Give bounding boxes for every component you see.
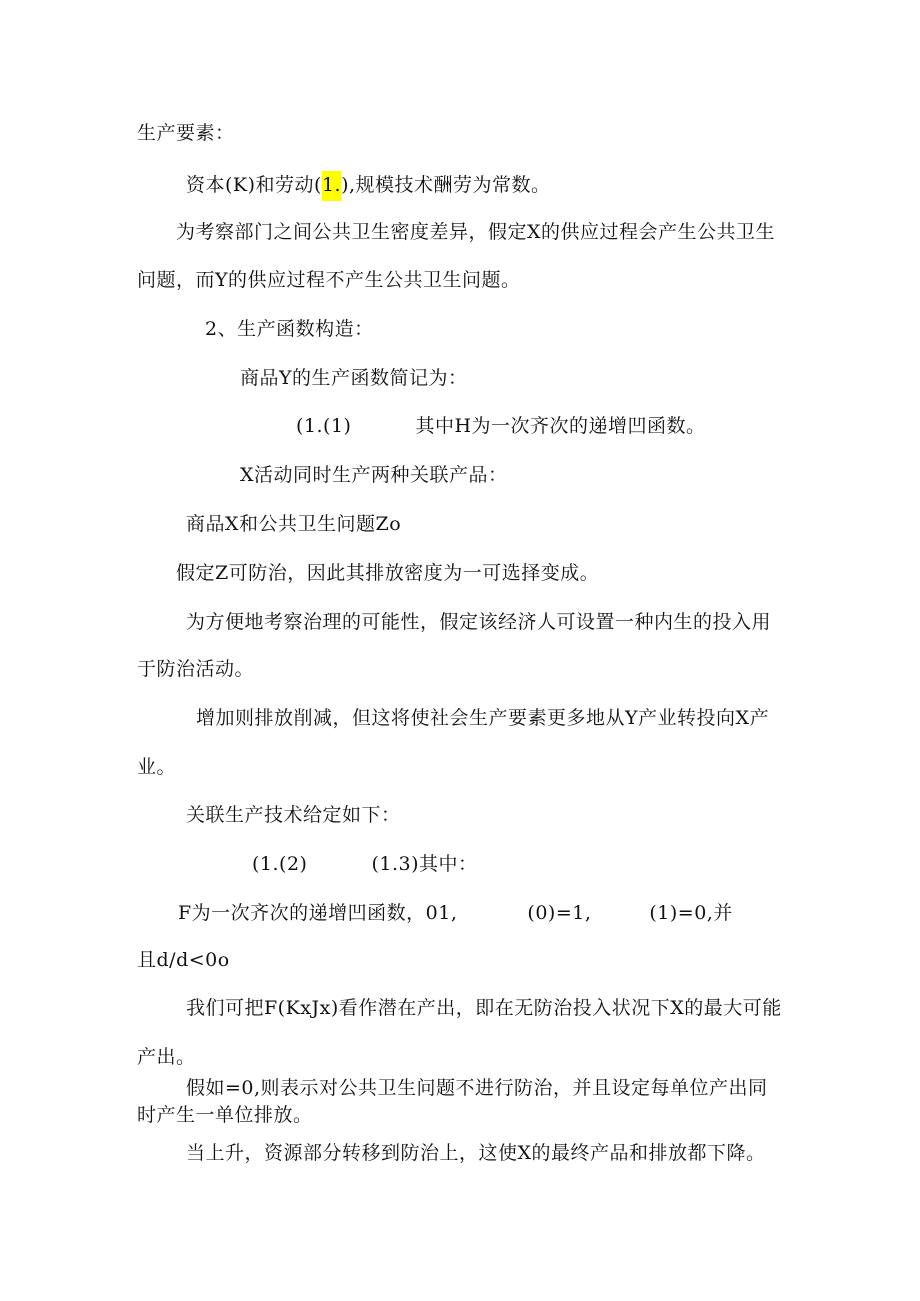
text-line: [137, 657, 254, 681]
text-line: [186, 996, 782, 1020]
text-run: 于防治活动。: [137, 658, 255, 680]
text-line: [137, 948, 230, 972]
text-run: 商品Y的生产函数简记为：: [240, 367, 468, 389]
text-line: [176, 561, 599, 585]
text-run: 为考察部门之间公共卫生密度差异，假定X的供应过程会产生公共卫生: [176, 221, 776, 243]
equation-line: [296, 414, 706, 438]
text-line: [186, 512, 401, 536]
equation-number: (1.(1): [296, 415, 352, 437]
text-line: [240, 463, 508, 487]
text-line: [186, 610, 771, 634]
text-line: [186, 803, 401, 827]
equation-number: (1.(2): [252, 853, 308, 875]
text-run: 为方便地考察治理的可能性，假定该经济人可设置一种内生的投入用: [186, 611, 772, 633]
text-run: F为一次齐次的递增凹函数，01,: [178, 902, 458, 924]
text-run: 2、生产函数构造：: [205, 318, 374, 340]
text-run: (1)=0,并: [649, 902, 733, 924]
text-run: 我们可把F(KxJx)看作潜在产出，即在无防治投入状况下X的最大可能: [186, 997, 782, 1019]
text-line: [240, 366, 468, 390]
text-run: 产出。: [137, 1046, 196, 1068]
text-run: (0)=1,: [527, 902, 592, 924]
text-run: ),规模技术酬劳为常数。: [341, 174, 551, 196]
text-line: [137, 1103, 313, 1127]
text-line: [186, 171, 551, 201]
text-run: 假如=0,则表示对公共卫生问题不进行防治，并且设定每单位产出同: [186, 1077, 768, 1099]
text-run: 生产要素：: [137, 122, 235, 144]
text-run: 假定Z可防治，因此其排放密度为一可选择变成。: [176, 562, 600, 584]
text-line: [137, 755, 176, 779]
text-run: X活动同时生产两种关联产品：: [240, 464, 508, 486]
text-run: 其中H为一次齐次的递增凹函数。: [415, 415, 706, 437]
highlighted-text: 1.: [322, 171, 341, 201]
text-line: [186, 1141, 766, 1165]
text-line: [137, 121, 235, 145]
text-run: 当上升，资源部分转移到防治上，这使X的最终产品和排放都下降。: [186, 1142, 766, 1164]
text-line: [176, 220, 775, 244]
text-run: 增加则排放削减，但这将使社会生产要素更多地从Y产业转投向X产: [196, 707, 770, 729]
text-run: 时产生一单位排放。: [137, 1104, 313, 1126]
text-line: [186, 1076, 768, 1100]
text-run: 资本(K)和劳动(: [186, 174, 322, 196]
text-line: [137, 268, 521, 292]
text-run: 问题，而Y的供应过程不产生公共卫生问题。: [137, 269, 521, 291]
text-line: [196, 706, 769, 730]
text-run: 关联生产技术给定如下：: [186, 804, 401, 826]
text-run: 业。: [137, 756, 177, 778]
text-run: 商品X和公共卫生问题Zo: [186, 513, 402, 535]
equation-number: (1.3)其中：: [371, 853, 478, 875]
text-line: [178, 901, 733, 925]
text-run: 且d/d<0o: [137, 949, 230, 971]
equation-line: [252, 852, 478, 876]
text-line: [137, 1045, 196, 1069]
section-heading: [205, 317, 374, 341]
